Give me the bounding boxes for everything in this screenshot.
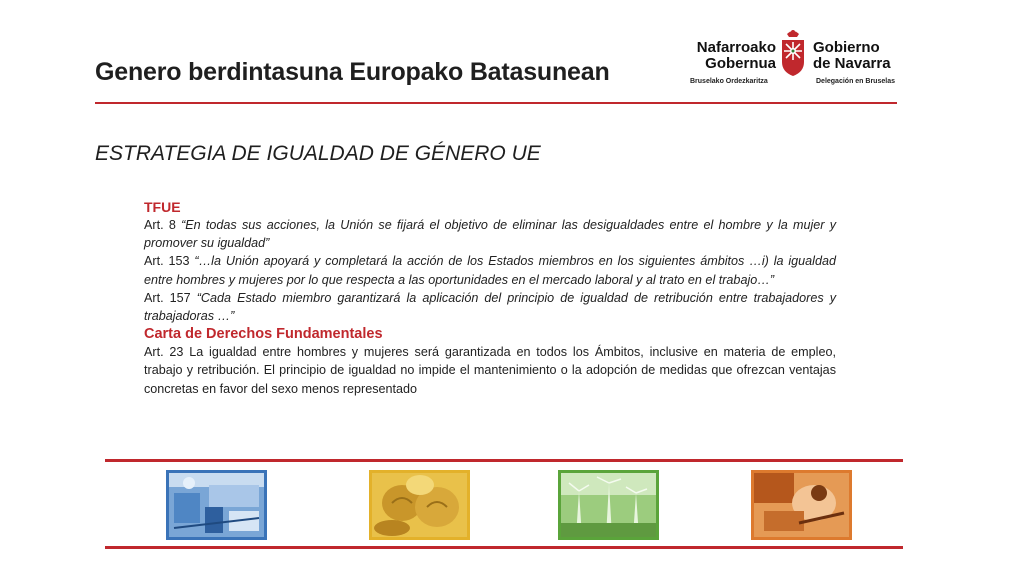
logo-spanish-name — [813, 40, 891, 72]
art23-paragraph: Art. 23 La igualdad entre hombres y mujeres será garantizada en todos los Ámbitos, inclusive en materia de empleo, trabajo y retribución. El principio de igualdad no impide el mantenimiento o la adopción de medidas que ofrezcan ventajas concretas en favor del sexo menos representado — [144, 345, 836, 396]
section-subtitle: ESTRATEGIA DE IGUALDAD DE GÉNERO UE — [95, 142, 541, 165]
logo-eu-line2: Gobernua — [705, 55, 776, 72]
logo-eu-subtitle: Bruselako Ordezkaritza — [690, 78, 768, 85]
art153-paragraph — [144, 252, 836, 288]
yellow-photo-thumbnail — [369, 470, 470, 540]
art157-label: Art. 157 — [144, 290, 197, 305]
art157-quote: “Cada Estado miembro garantizará la aplicación del principio de igualdad de retribución entre trabajadores y trabajadoras …” — [144, 290, 837, 324]
orange-photo-thumbnail — [751, 470, 852, 540]
navarra-coat-of-arms-icon — [778, 28, 808, 78]
bottom-band-divider — [105, 546, 903, 549]
top-band-divider — [105, 459, 903, 462]
logo-es-line2: de Navarra — [813, 55, 891, 72]
logo-basque-name — [691, 40, 776, 72]
art8-label: Art. 8 — [144, 218, 182, 232]
carta-heading: Carta de Derechos Fundamentales — [144, 326, 383, 343]
page-title: Genero berdintasuna Europako Batasunean — [95, 58, 610, 86]
gobierno-navarra-logo — [688, 28, 903, 90]
art153-label: Art. 153 — [144, 254, 195, 269]
art153-quote: “…la Unión apoyará y completará la acción de los Estados miembros en los siguientes ámbitos …i) la igualdad entre hombres y mujeres por lo que respecta a las oportunidades en el mercado laboral y al trato en el trabajo…” — [144, 254, 836, 287]
green-photo-thumbnail — [558, 470, 659, 540]
logo-eu-line1: Nafarroako — [696, 39, 776, 56]
art8-quote: “En todas sus acciones, la Unión se fijará el objetivo de eliminar las desigualdades entre el hombre y la mujer y promover su igualdad” — [144, 218, 837, 251]
tfue-heading: TFUE — [144, 199, 181, 215]
logo-es-subtitle: Delegación en Bruselas — [816, 78, 895, 85]
art8-paragraph — [144, 216, 836, 252]
art157-paragraph — [144, 289, 836, 325]
legal-text-block — [144, 198, 836, 398]
blue-photo-thumbnail — [166, 470, 267, 540]
logo-es-line1: Gobierno — [813, 39, 880, 56]
title-divider — [95, 102, 897, 104]
